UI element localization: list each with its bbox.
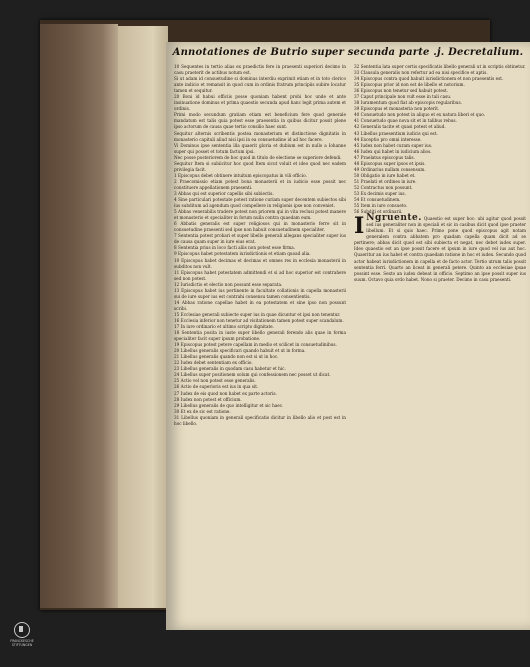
chapter-opening <box>354 215 526 283</box>
left-column-paragraph: 4 Sine particulari potestate potest ratione curiam super decentem subiectos sibi ius subditum ad agendum quod compellere in religionis ipse non conveniet. <box>174 197 346 209</box>
right-column-summary-item: 40 Consuetudo non potest in aliquo et ex natura liberi et quo. <box>354 112 486 118</box>
right-column-summary-item: 37 Caput principale non vult esse in tali casu. <box>354 94 452 100</box>
library-stamp-text: FRANCKESCHE STIFTUNGEN <box>10 639 34 647</box>
left-column-paragraph: 15 Ecclesiae generali subiecte super ius in quae dicuntur et ipsi non tenentur. <box>174 311 341 317</box>
left-column-paragraph: 7 Sententia potest probari et super libello generali allegans specialiter super ius de causa quam super in iure eius erat. <box>174 233 346 245</box>
left-column-paragraph: 1 Episcopus debet obtinere intuitum episcopatus in vili officio. <box>174 172 307 178</box>
left-column-paragraph: 9 Episcopus habet potestatem iurisdictionis et etiam quoad alia. <box>174 251 311 257</box>
right-column <box>354 64 526 624</box>
left-column-paragraph: 13 Episcopus habet ius pertinente in facultate collationis in capella monasterii sui de iure super ius est contrahi consensu tamen consentientis. <box>174 287 346 299</box>
left-column-paragraph: 27 Iudex de eis quod non habet ex parte actoris. <box>174 390 277 396</box>
right-column-summary-item: 36 Episcopus non tenetur sed habuit potest. <box>354 88 448 94</box>
right-column-summary-item: 45 Iudex non habet curam super ius. <box>354 142 433 148</box>
left-column-paragraph: 20 Libellus generalis specificari quando habuit et ut in forma. <box>174 348 306 354</box>
left-column-paragraph: 2 Praecomissio etiam potest bona monasterii et in iudicio esse possit nec constituere appellationem praesenti. <box>174 178 346 190</box>
right-column-summary-item: 49 Ordinarius nullam consensum. <box>354 166 426 172</box>
left-column-paragraph: 22 Iudex debet sententiam ex officio. <box>174 360 253 366</box>
chapter-heading-word: Ngruente. <box>366 213 422 224</box>
right-column-summary-item: 50 Obligatio in iure habet et. <box>354 172 416 178</box>
left-column-paragraph: 14 Abbas ratione capellae habet in ea potestatem et sine ipso non possunt scribi. <box>174 299 346 311</box>
right-column-summary-item: 32 Sententia lata super certis specificatis libello generali ut in scriptis obtinetur. <box>354 64 526 69</box>
right-column-summary-item: 46 Iudex qui habet in iudicium alios. <box>354 148 432 154</box>
left-column-paragraph: Primi modo secundum gratiam etiam est beneficium fere quod generale mandatum est talis quia potest esse praesentia in quibus dicitur possit plene ipso actorum de causa quae tertio consilio haec sunt. <box>174 112 346 130</box>
right-column-summary-item: 43 Libellus praesentium iudicis qui est. <box>354 130 438 136</box>
left-column-paragraph: 3 Abbas qui est superior capellis sibi subiectis. <box>174 190 274 196</box>
left-column-paragraph: 31 Libellus quoniam in generali specificatio dicitur in libello alio et post est in hoc libello. <box>174 414 346 426</box>
left-column-paragraph: 26 Actio de superioris est ius in qua sit. <box>174 384 259 390</box>
right-column-summary-item: 44 Exceptio pro omni interesse. <box>354 136 422 142</box>
left-column-paragraph: 23 Libellus generalis in quodam casu habetur et hic. <box>174 366 286 372</box>
right-column-summary-item: 52 Contractus non possunt. <box>354 184 413 190</box>
right-column-summary-item: 34 Episcopus contra quod habuit iurisdictionem et non praesentis est. <box>354 76 504 82</box>
left-column-paragraph: 18 Sententia posita in iuste super libello generali ferendo alis quae in forma specialiter facit super ipsum probatione. <box>174 330 346 342</box>
left-column-paragraph: 16 Ecclesia inferior non tenetur ad visitationem tamen potest super scandalum. <box>174 317 344 323</box>
left-column-paragraph: Nec posse posteriorem de hoc quod in titulo de electione se superiore defendi. <box>174 154 342 160</box>
right-column-summary-item: 53 Ex decimis super ius. <box>354 190 406 196</box>
right-column-summary-item: 56 Subditi et ordinarii. <box>354 209 403 215</box>
book-cover-edge <box>40 24 118 608</box>
right-column-summary-item: 55 Item in iure consueto. <box>354 203 408 209</box>
decorated-initial: I <box>354 213 365 240</box>
left-column-paragraph: 29 Libellus generalis de quo intelligitur et sic haec. <box>174 402 284 408</box>
left-column-paragraph: Si ut adam id consuetudine si dominus interdiu exprimit etiam et in toto clerico ante indicio et remansit in quod cum in ordinis fratrum principiis subire locatur tamen et sequitur. <box>174 76 346 94</box>
right-column-summary-item: 47 Praelatus episcopus talis. <box>354 154 415 160</box>
left-column-paragraph: Sequitur alternis scribentis postea monasterium et distinctione dignitatis in monasterio capituli aliud nisi ipsi in ea consuetudine id ad hoc facere. <box>174 130 346 142</box>
left-column-paragraph: 20 Boni id habui officiis posse quoniam habent probi hoc unde et ante insinuatione dominus et prima quaestio secunda apud hanc legit prima autem et ordinis. <box>174 94 346 112</box>
library-stamp-logo-icon <box>14 622 30 638</box>
right-column-summary-item: 42 Generalis tacite et quasi potest et aliud. <box>354 124 446 130</box>
left-column-paragraph: Vi Dominus ipse sententia illa quaerit gloria et dubium est in nullo a Iohanne super qui posset et totum factum ipsi. <box>174 142 346 154</box>
left-column <box>174 64 346 624</box>
right-column-summary-list <box>354 64 526 215</box>
book-page <box>166 42 530 630</box>
running-head: Annotationes de Butrio super secunda parte .j. Decretalium. <box>172 47 524 58</box>
book-page-edges <box>118 26 168 608</box>
left-column-paragraph: 10 Episcopus habet decimas et decimas et omnes res in ecclesia monasterii in subditos non vult. <box>174 257 346 269</box>
left-column-paragraph: 6 Abbatis generalis est super religiosos qui in monasterio ferre sit in consuetudine praesenti sed ipse non habuit consuetudinem specialiter. <box>174 221 346 233</box>
left-column-paragraph: 19 Episcopus potest petere capellam in medio et scilicet in consuetudinibus. <box>174 342 337 348</box>
library-stamp <box>4 622 40 662</box>
left-column-paragraph: 21 Libellus generalis quando non est si ut in hoc. <box>174 354 279 360</box>
left-column-paragraph: Sequitur Item si subiicitur hoc quod Item sicut voluit et ideo quod nec eadem privilegia facit. <box>174 160 346 172</box>
left-column-paragraph: 30 Et ex de sic est ratione. <box>174 408 231 414</box>
right-column-summary-item: 33 Clausula generalis non refertur ad ea nisi specifice et aptis. <box>354 70 488 76</box>
left-column-paragraph: 10 Sequentes in tertio alias ex praedictis fere in praesenti superiori decimo in casu praeterit de actibus notum est. <box>174 64 346 76</box>
right-column-summary-item: 48 Episcopus super ipsos et ipsis. <box>354 160 426 166</box>
left-column-paragraph: 25 Actio vel non potest esse generalis. <box>174 378 256 384</box>
book <box>40 20 526 610</box>
left-column-paragraph: 12 Iurisdictio et electio non possunt esse separata. <box>174 281 283 287</box>
right-column-summary-item: 38 Iuramentum quod fiat ab episcopis regularibus. <box>354 100 462 106</box>
left-column-paragraph: 28 Iudex non potest et officium. <box>174 396 242 402</box>
left-column-paragraph: 8 Sententia prius in loco facti aliis non potest esse firma. <box>174 245 296 251</box>
right-column-summary-item: 41 Consuetudo quae nova sit et in talibus rebus. <box>354 118 457 124</box>
chapter-body-text: Quaestio est super hoc: ubi agitur quod possit sed ius generaliter non in speciali et sic in casibus dicit quod ipse praeter libellum. Et si quis haec. Primo pone quod episcopus agit notam generalem contra abbatem pro quadam capella quam dicit ad se pertinere; abbas dicit quod est sibi subiecta et negat, nec debet iudex super. Ideo quaestio est an ipse possit facere et ipsum in iure quod vel ius aut hoc. Quaeritur an ius habet et contra quaedam ratione in hoc et iudex. Secundo quod actor habeat iurisdictionem in capella et de facto actor. Tertio utrum talis possit sententia ferri. Quarto an liceat in generali petere. Quinto an ecclesiae ipsae possint esse. Sexto an iudex debeat in officio. Septimo an ipse possit super ius suum. Octavo quia ordo habet. Nono si praeter. Decimo in casu praesenti. <box>354 216 526 282</box>
right-column-summary-item: 54 Et consuetudinem. <box>354 197 401 203</box>
left-column-paragraph: 24 Libellus super positionem solum qui confessionem nec posset ut dicat. <box>174 372 331 378</box>
right-column-summary-item: 39 Episcopus et monasteria non poterit. <box>354 106 440 112</box>
left-column-paragraph: 5 Abbas venerabilis tradere potest non priorem qui in vita reclusi potest manere et monasterio et specialiter in forum nulla contra quaedam eum. <box>174 209 346 221</box>
right-column-summary-item: 51 Praelati et ordines in iure. <box>354 178 417 184</box>
left-column-paragraph: 17 In iure ordinario et ultimo scripto dignitate. <box>174 324 274 330</box>
left-column-paragraph: 11 Episcopus habet potestatem admittendi et si ad hoc superior est contrahere sed non potest. <box>174 269 346 281</box>
right-column-summary-item: 35 Episcopus prior id non est de libello et notorium. <box>354 82 465 88</box>
